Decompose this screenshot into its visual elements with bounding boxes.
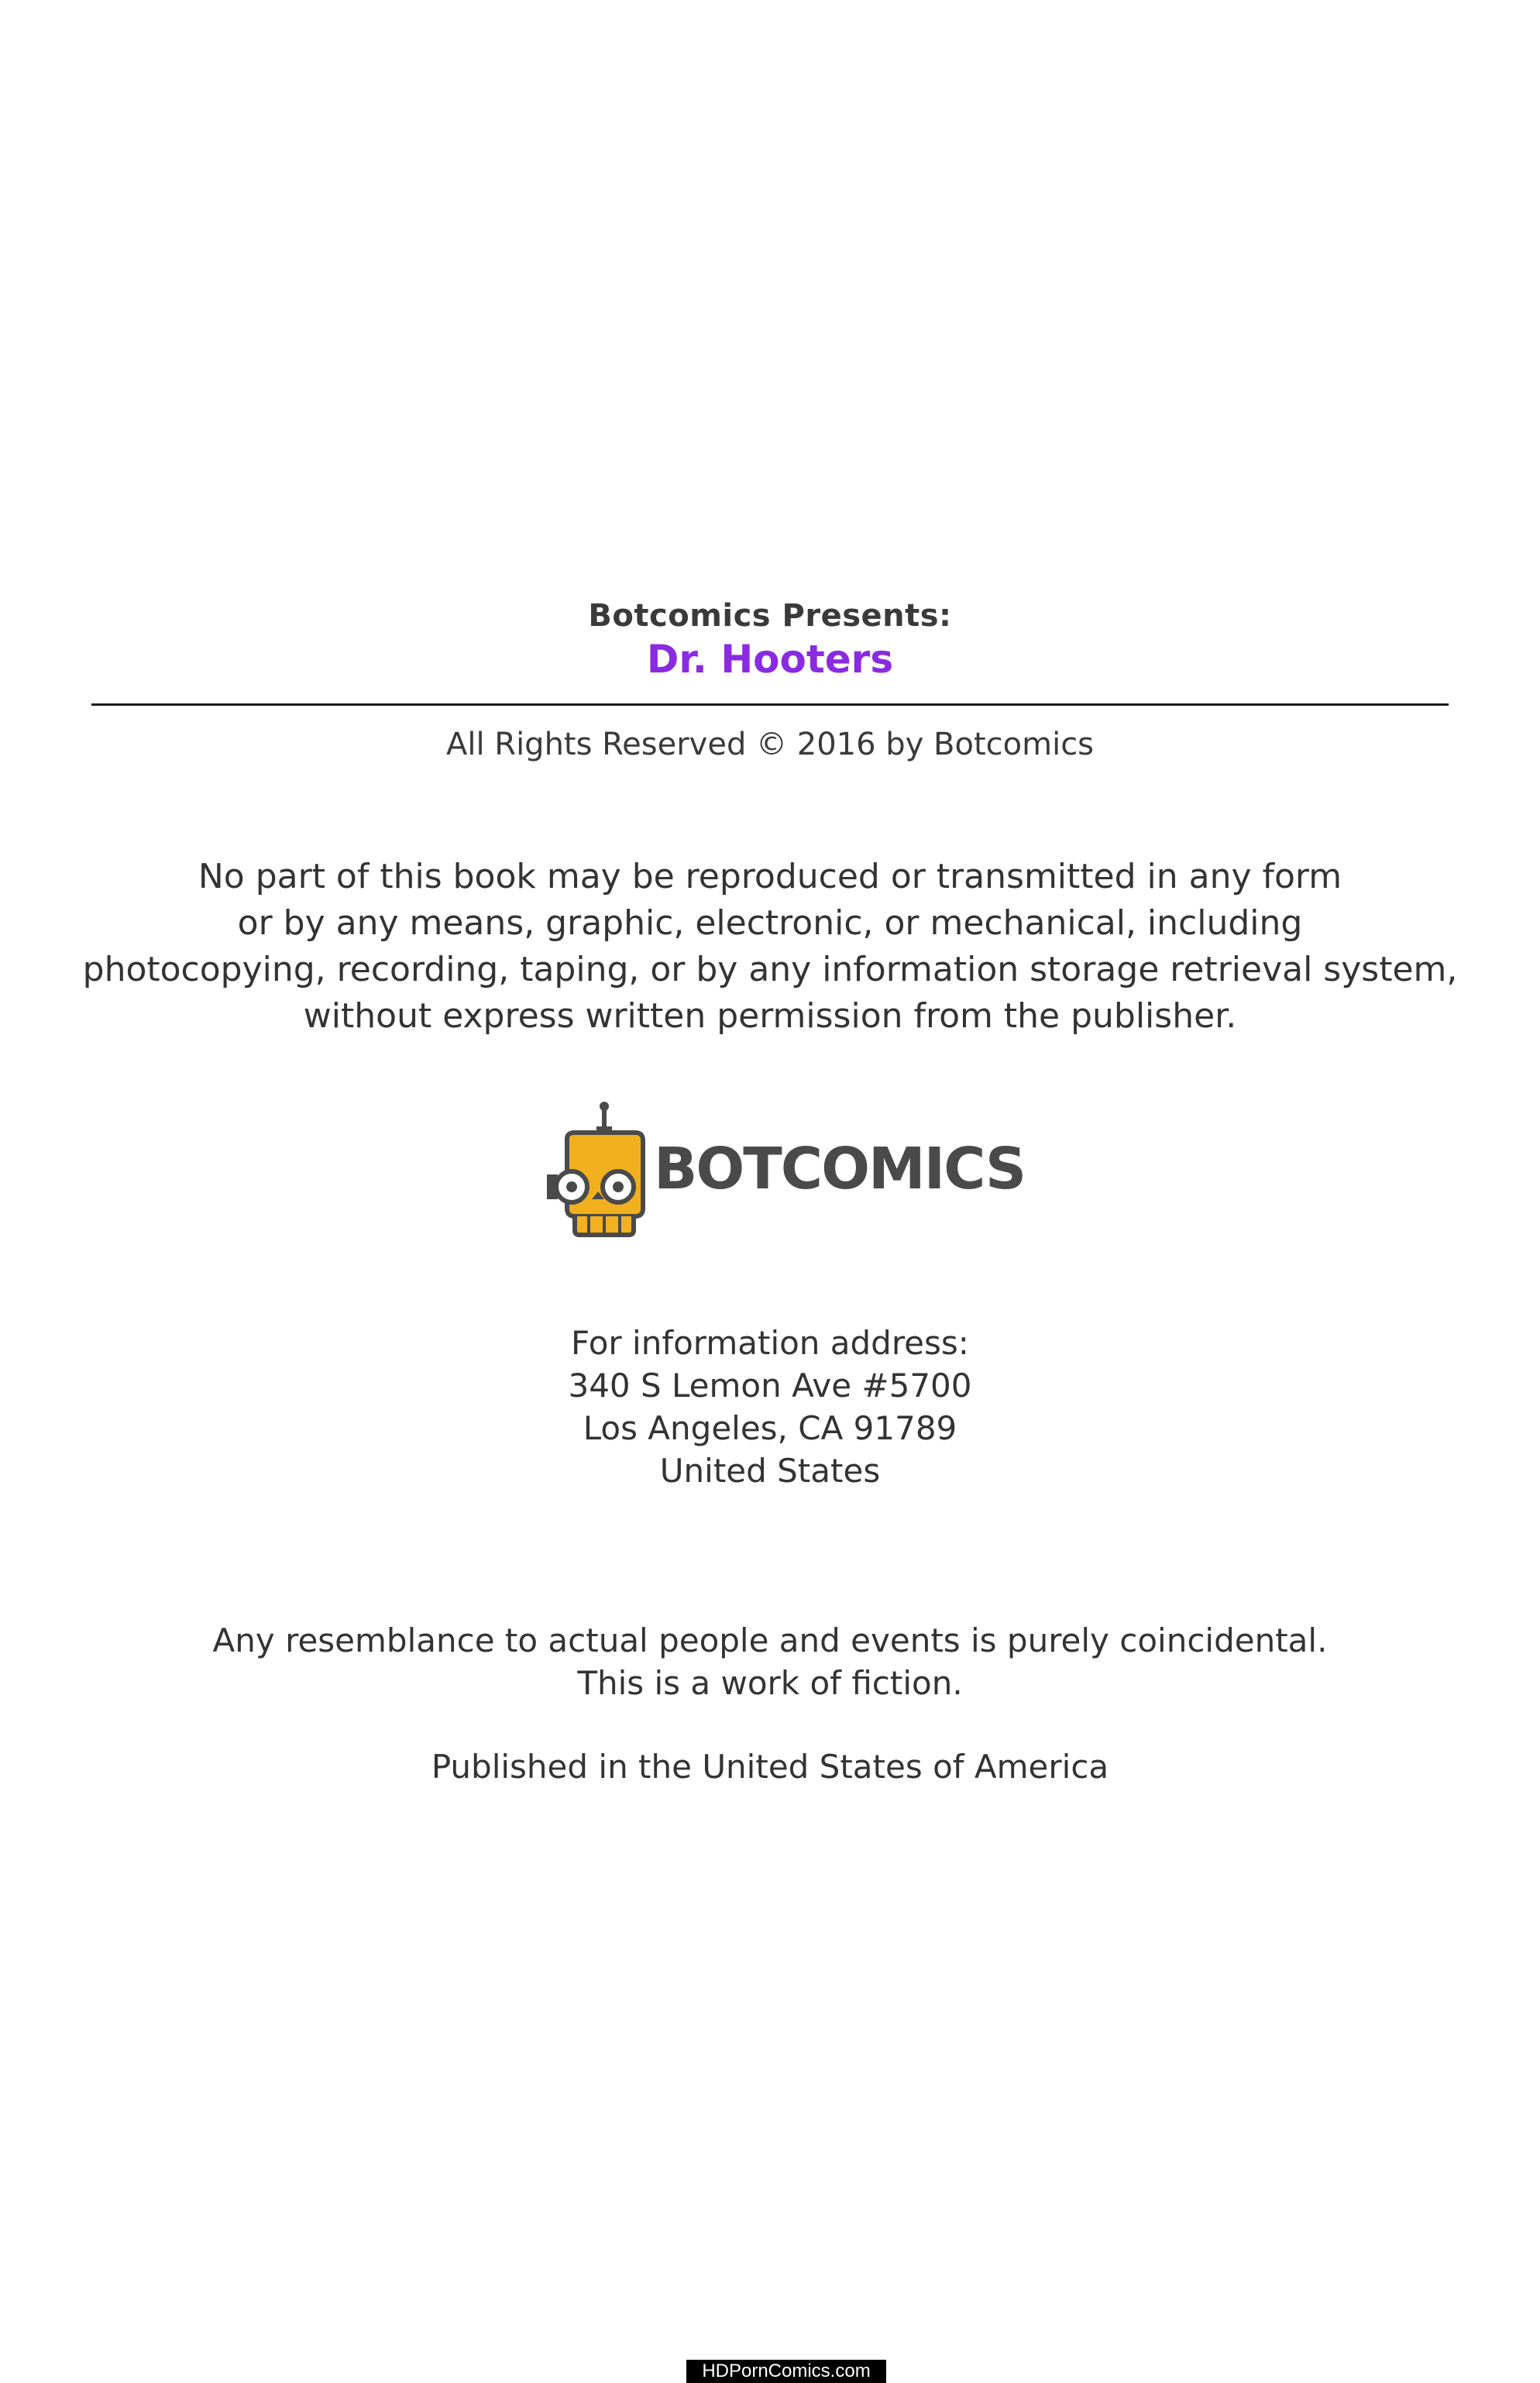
- disclaimer-line: Any resemblance to actual people and events is purely coincidental.: [212, 1621, 1328, 1659]
- notice-line: or by any means, graphic, electronic, or mechanical, including: [237, 903, 1303, 943]
- address-line: United States: [659, 1452, 881, 1490]
- publisher-address: [0, 1322, 1540, 1492]
- botcomics-logo: [544, 1100, 1026, 1240]
- fiction-disclaimer: [0, 1619, 1540, 1704]
- notice-line: No part of this book may be reproduced or transmitted in any form: [198, 857, 1342, 896]
- address-line: For information address:: [571, 1324, 969, 1362]
- address-line: 340 S Lemon Ave #5700: [568, 1367, 972, 1405]
- divider-rule: [91, 703, 1449, 706]
- logo-wordmark: BOTCOMICS: [654, 1136, 1026, 1202]
- presents-line: Botcomics Presents:: [588, 598, 952, 634]
- published-in: Published in the United States of America: [431, 1748, 1109, 1786]
- copyright-notice: [0, 854, 1540, 1040]
- site-watermark: HDPornComics.com: [686, 2360, 886, 2383]
- notice-line: photocopying, recording, taping, or by any information storage retrieval system,: [82, 950, 1458, 989]
- rights-reserved: All Rights Reserved © 2016 by Botcomics: [445, 727, 1095, 762]
- robot-head-icon: [544, 1100, 652, 1240]
- book-title: Dr. Hooters: [646, 637, 894, 682]
- disclaimer-line: This is a work of fiction.: [577, 1664, 963, 1702]
- address-line: Los Angeles, CA 91789: [583, 1409, 957, 1447]
- notice-line: without express written permission from the publisher.: [303, 996, 1237, 1036]
